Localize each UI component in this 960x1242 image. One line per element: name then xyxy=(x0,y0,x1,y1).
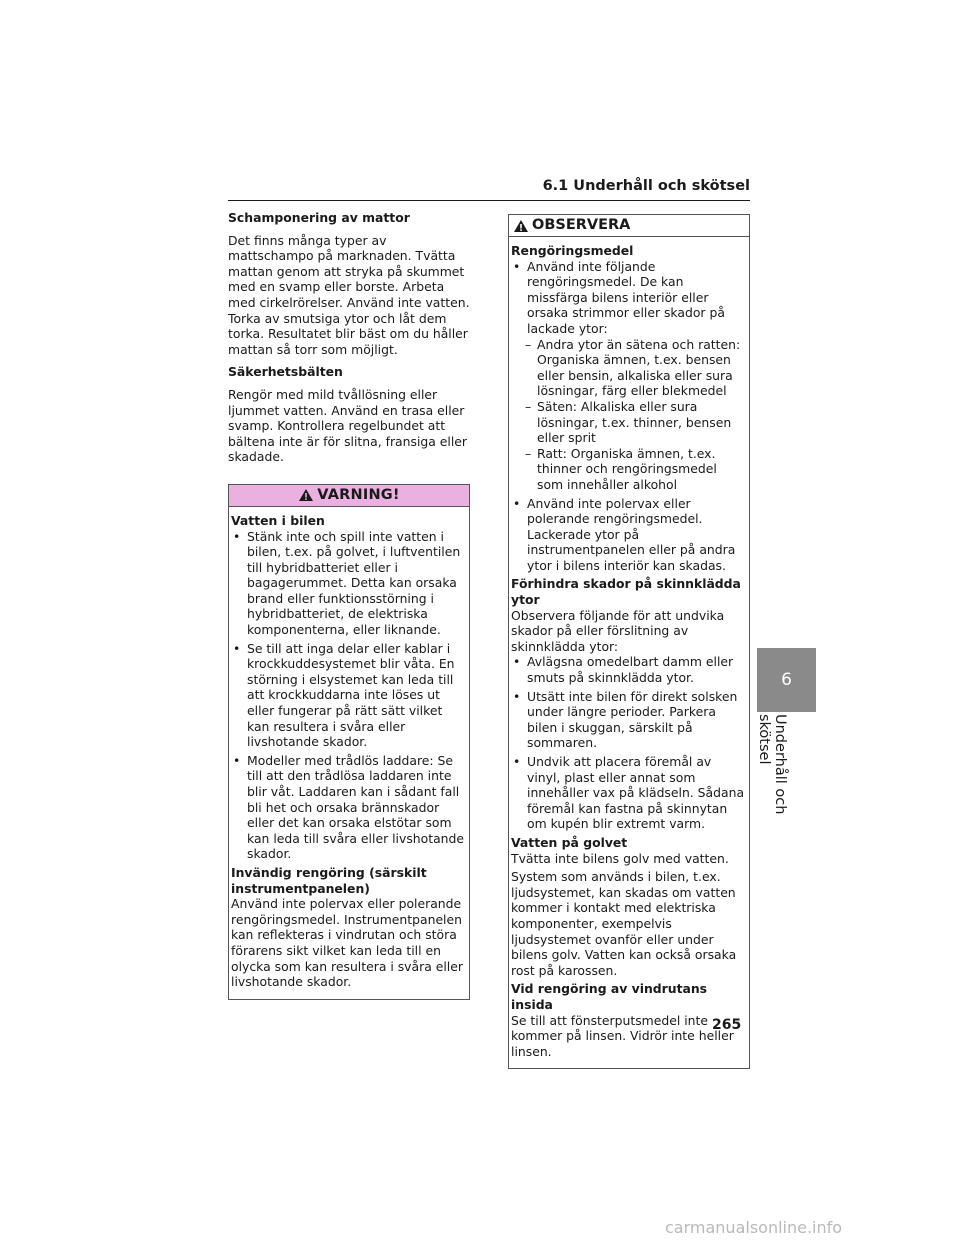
warning-box xyxy=(228,484,470,1000)
warning-title: VARNING! xyxy=(317,486,400,503)
leather-text: Observera följande för att undvika skador på eller förslitning av skinnklädda ytor: xyxy=(511,607,725,654)
dash-list xyxy=(511,337,746,493)
header-rule xyxy=(228,200,750,201)
list-item: • Utsätt inte bilen för direkt solsken under längre perioder. Parkera bilen i skuggan, särskilt på sommaren. xyxy=(511,689,746,751)
right-column xyxy=(508,214,750,1069)
floor-text-2: System som används i bilen, t.ex. ljudsystemet, kan skadas om vatten kommer i kontakt med elektriska komponenter, exempelvis ljudsystemet ovanför eller under bilens golv. Vatten kan också orsaka rost på karossen. xyxy=(511,869,737,978)
leather-heading: Förhindra skador på skinnklädda ytor xyxy=(511,576,741,608)
chapter-number: 6 xyxy=(781,670,792,690)
list-item: • Använd inte polervax eller polerande rengöringsmedel. Lackerade ytor på instrumentpanelen eller på andra ytor i bilens interiör kan skadas. xyxy=(511,496,746,574)
list-item: • Se till att inga delar eller kablar i krockkuddesystemet blir våta. En störning i elsystemet kan leda till att krockkuddarna inte löses ut eller fungerar på rätt sätt vilket kan resultera i svåra eller livshotande skador. xyxy=(231,641,466,750)
mats-heading: Schamponering av mattor xyxy=(228,210,410,225)
leather-bullet-list xyxy=(511,654,746,832)
warning-triangle-icon xyxy=(298,488,314,502)
warning-body xyxy=(229,507,469,999)
warning-header xyxy=(229,485,469,507)
interior-heading: Invändig rengöring (särskilt instrumentpanelen) xyxy=(231,864,427,896)
floor-text-1: Tvätta inte bilens golv med vatten. xyxy=(511,850,729,866)
mats-text: Det finns många typer av mattschampo på marknaden. Tvätta mattan genom att stryka på skummet med en svamp eller borste. Arbeta med cirkelrörelser. Använd inte vatten. Torka av smutsiga ytor och låt dem torka. Resultatet blir bäst om du håller mattan så torr som möjligt. xyxy=(228,232,470,357)
list-item: • Använd inte följande rengöringsmedel. De kan missfärga bilens interiör eller orsaka strimmor eller skador på lackade ytor: – Andra ytor än sätena och ratten: Organiska ämnen, t.ex. bensen eller bensin, alkaliska eller sura lösningar, färg eller blekmedel – Säten: Alkaliska eller sura lösningar, t.ex. thinner, bensen eller sprit – Ratt: Organiska ämnen, t.ex. thinner och rengöringsmedel som innehåller alkohol xyxy=(511,259,746,493)
cleaners-bullet-list xyxy=(511,259,746,574)
water-heading: Vatten i bilen xyxy=(231,512,325,528)
list-item: – Andra ytor än sätena och ratten: Organiska ämnen, t.ex. bensen eller bensin, alkaliska eller sura lösningar, färg eller blekmedel xyxy=(525,336,741,399)
warning-bullet-list xyxy=(231,529,466,862)
left-column xyxy=(228,210,470,1000)
list-item: • Stänk inte och spill inte vatten i bilen, t.ex. på golvet, i luftventilen till hybridbatteriet eller i bagagerummet. Detta kan orsaka brand eller funktionsstörning i hybridbatteriet, de elektriska komponenterna, eller liknande. xyxy=(231,529,466,638)
notice-header xyxy=(509,215,749,237)
chapter-tab xyxy=(757,648,816,712)
page-number: 265 xyxy=(712,1017,742,1033)
belts-text: Rengör med mild tvållösning eller ljummet vatten. Använd en trasa eller svamp. Kontrollera regelbundet att bältena inte är för slitna, fransiga eller skadade. xyxy=(228,386,468,465)
notice-body xyxy=(509,237,749,1068)
watermark: carmanualsonline.info xyxy=(665,1218,843,1237)
list-item: • Avlägsna omedelbart damm eller smuts på skinnklädda ytor. xyxy=(511,654,746,685)
list-item: – Ratt: Organiska ämnen, t.ex. thinner och rengöringsmedel som innehåller alkohol xyxy=(525,445,717,492)
notice-box xyxy=(508,214,750,1069)
list-item: – Säten: Alkaliska eller sura lösningar, t.ex. thinner, bensen eller sprit xyxy=(525,398,732,446)
windshield-heading: Vid rengöring av vindrutans insida xyxy=(511,981,708,1012)
windshield-text: Se till att fönsterputsmedel inte kommer på linsen. Vidrör inte heller linsen. xyxy=(511,1012,734,1059)
list-item: • Undvik att placera föremål av vinyl, plast eller annat som innehåller vax på klädseln. Sådana föremål kan fastna på skinnytan om kupén blir extremt varm. xyxy=(511,754,746,832)
interior-text: Använd inte polervax eller polerande rengöringsmedel. Instrumentpanelen kan reflekteras i vindrutan och störa förarens sikt vilket kan leda till en olycka som kan resultera i svåra eller livshotande skador. xyxy=(231,896,463,990)
chapter-label: Underhåll och skötsel xyxy=(756,714,788,815)
notice-triangle-icon xyxy=(513,219,529,233)
list-item: • Modeller med trådlös laddare: Se till att den trådlösa laddaren inte blir våt. Laddaren kan i sådant fall bli het och orsaka brännskador eller det kan orsaka elstötar som kan leda till svåra eller livshotande skador. xyxy=(231,753,466,862)
floor-heading: Vatten på golvet xyxy=(511,834,628,850)
section-header: 6.1 Underhåll och skötsel xyxy=(542,178,750,194)
notice-title: OBSERVERA xyxy=(532,216,631,233)
cleaners-heading: Rengöringsmedel xyxy=(511,243,634,258)
belts-heading: Säkerhetsbälten xyxy=(228,364,343,380)
